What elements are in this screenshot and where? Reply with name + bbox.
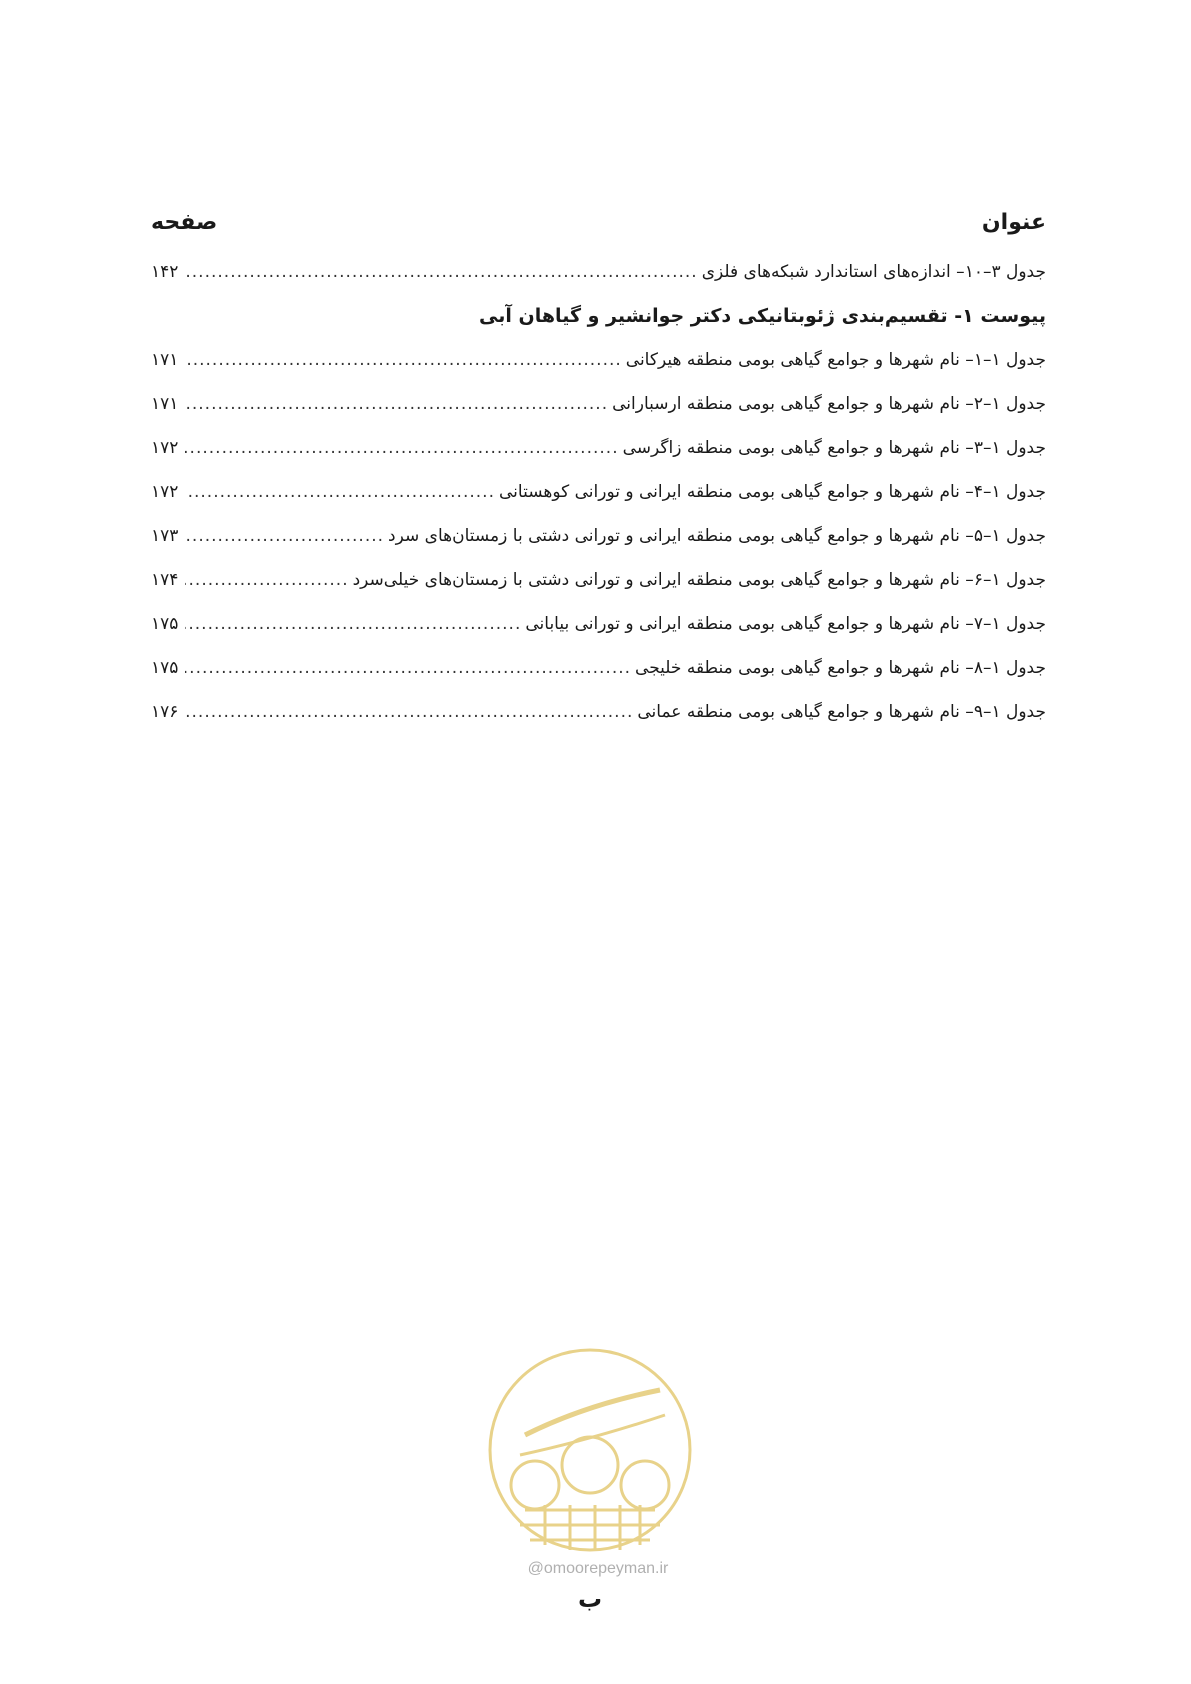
toc-entry[interactable] (151, 690, 1046, 734)
dot-leader (185, 646, 631, 690)
toc-entry-title: جدول ۱–۵– نام شهرها و جوامع گیاهی بومی منطقه ایرانی و تورانی دشتی با زمستان‌های سرد (388, 526, 1046, 546)
table-of-contents (151, 210, 1046, 734)
toc-entry[interactable] (151, 250, 1046, 294)
title-column-label: عنوان (981, 210, 1046, 235)
toc-entry[interactable] (151, 558, 1046, 602)
toc-entry-title: جدول ۱–۷– نام شهرها و جوامع گیاهی بومی منطقه ایرانی و تورانی بیابانی (525, 614, 1046, 634)
toc-entry-page: ۱۷۲ (151, 438, 179, 458)
page-number: ب (577, 1585, 603, 1613)
toc-entry[interactable] (151, 382, 1046, 426)
toc-entry-page: ۱۷۴ (151, 570, 179, 590)
toc-entry[interactable] (151, 470, 1046, 514)
toc-entry-page: ۱۷۱ (151, 394, 179, 414)
toc-entry-title: جدول ۱–۱– نام شهرها و جوامع گیاهی بومی منطقه هیرکانی (625, 350, 1046, 370)
toc-entry-title: جدول ۱–۶– نام شهرها و جوامع گیاهی بومی منطقه ایرانی و تورانی دشتی با زمستان‌های خیلی‌سرد (352, 570, 1046, 590)
toc-entry-title: جدول ۱–۴– نام شهرها و جوامع گیاهی بومی منطقه ایرانی و تورانی کوهستانی (498, 482, 1046, 502)
toc-entry-title: جدول ۱–۹– نام شهرها و جوامع گیاهی بومی منطقه عمانی (637, 702, 1046, 722)
watermark-url: @omoorepeyman.ir (527, 1560, 669, 1577)
toc-entry-title: جدول ۳–۱۰– اندازه‌های استاندارد شبکه‌های فلزی (701, 262, 1046, 282)
toc-section-heading: پیوست ۱- تقسیم‌بندی ژئوبتانیکی دکتر جوانشیر و گیاهان آبی (479, 305, 1046, 327)
toc-entry[interactable] (151, 338, 1046, 382)
toc-entry-title: جدول ۱–۳– نام شهرها و جوامع گیاهی بومی منطقه زاگرسی (622, 438, 1046, 458)
page-column-label: صفحه (151, 210, 218, 235)
dot-leader (185, 690, 633, 734)
toc-header (151, 210, 1046, 250)
dot-leader (185, 514, 384, 558)
toc-entry-page: ۱۷۶ (151, 702, 179, 722)
dot-leader (185, 426, 619, 470)
toc-list (151, 250, 1046, 734)
toc-entry[interactable] (151, 602, 1046, 646)
toc-entry-title: جدول ۱–۲– نام شهرها و جوامع گیاهی بومی منطقه ارسبارانی (612, 394, 1046, 414)
toc-entry-title: جدول ۱–۸– نام شهرها و جوامع گیاهی بومی منطقه خلیجی (635, 658, 1046, 678)
toc-entry[interactable] (151, 514, 1046, 558)
dot-leader (185, 382, 608, 426)
watermark-logo (485, 1345, 695, 1555)
toc-entry[interactable] (151, 426, 1046, 470)
dot-leader (185, 470, 495, 514)
toc-entry-page: ۱۷۳ (151, 526, 179, 546)
dot-leader (185, 602, 521, 646)
toc-entry[interactable] (151, 646, 1046, 690)
toc-entry-page: ۱۷۵ (151, 658, 179, 678)
dot-leader (185, 338, 622, 382)
toc-entry-page: ۱۷۵ (151, 614, 179, 634)
dot-leader (185, 558, 349, 602)
toc-entry-page: ۱۴۲ (151, 262, 179, 282)
dot-leader (185, 250, 698, 294)
toc-entry-page: ۱۷۱ (151, 350, 179, 370)
toc-entry-page: ۱۷۲ (151, 482, 179, 502)
